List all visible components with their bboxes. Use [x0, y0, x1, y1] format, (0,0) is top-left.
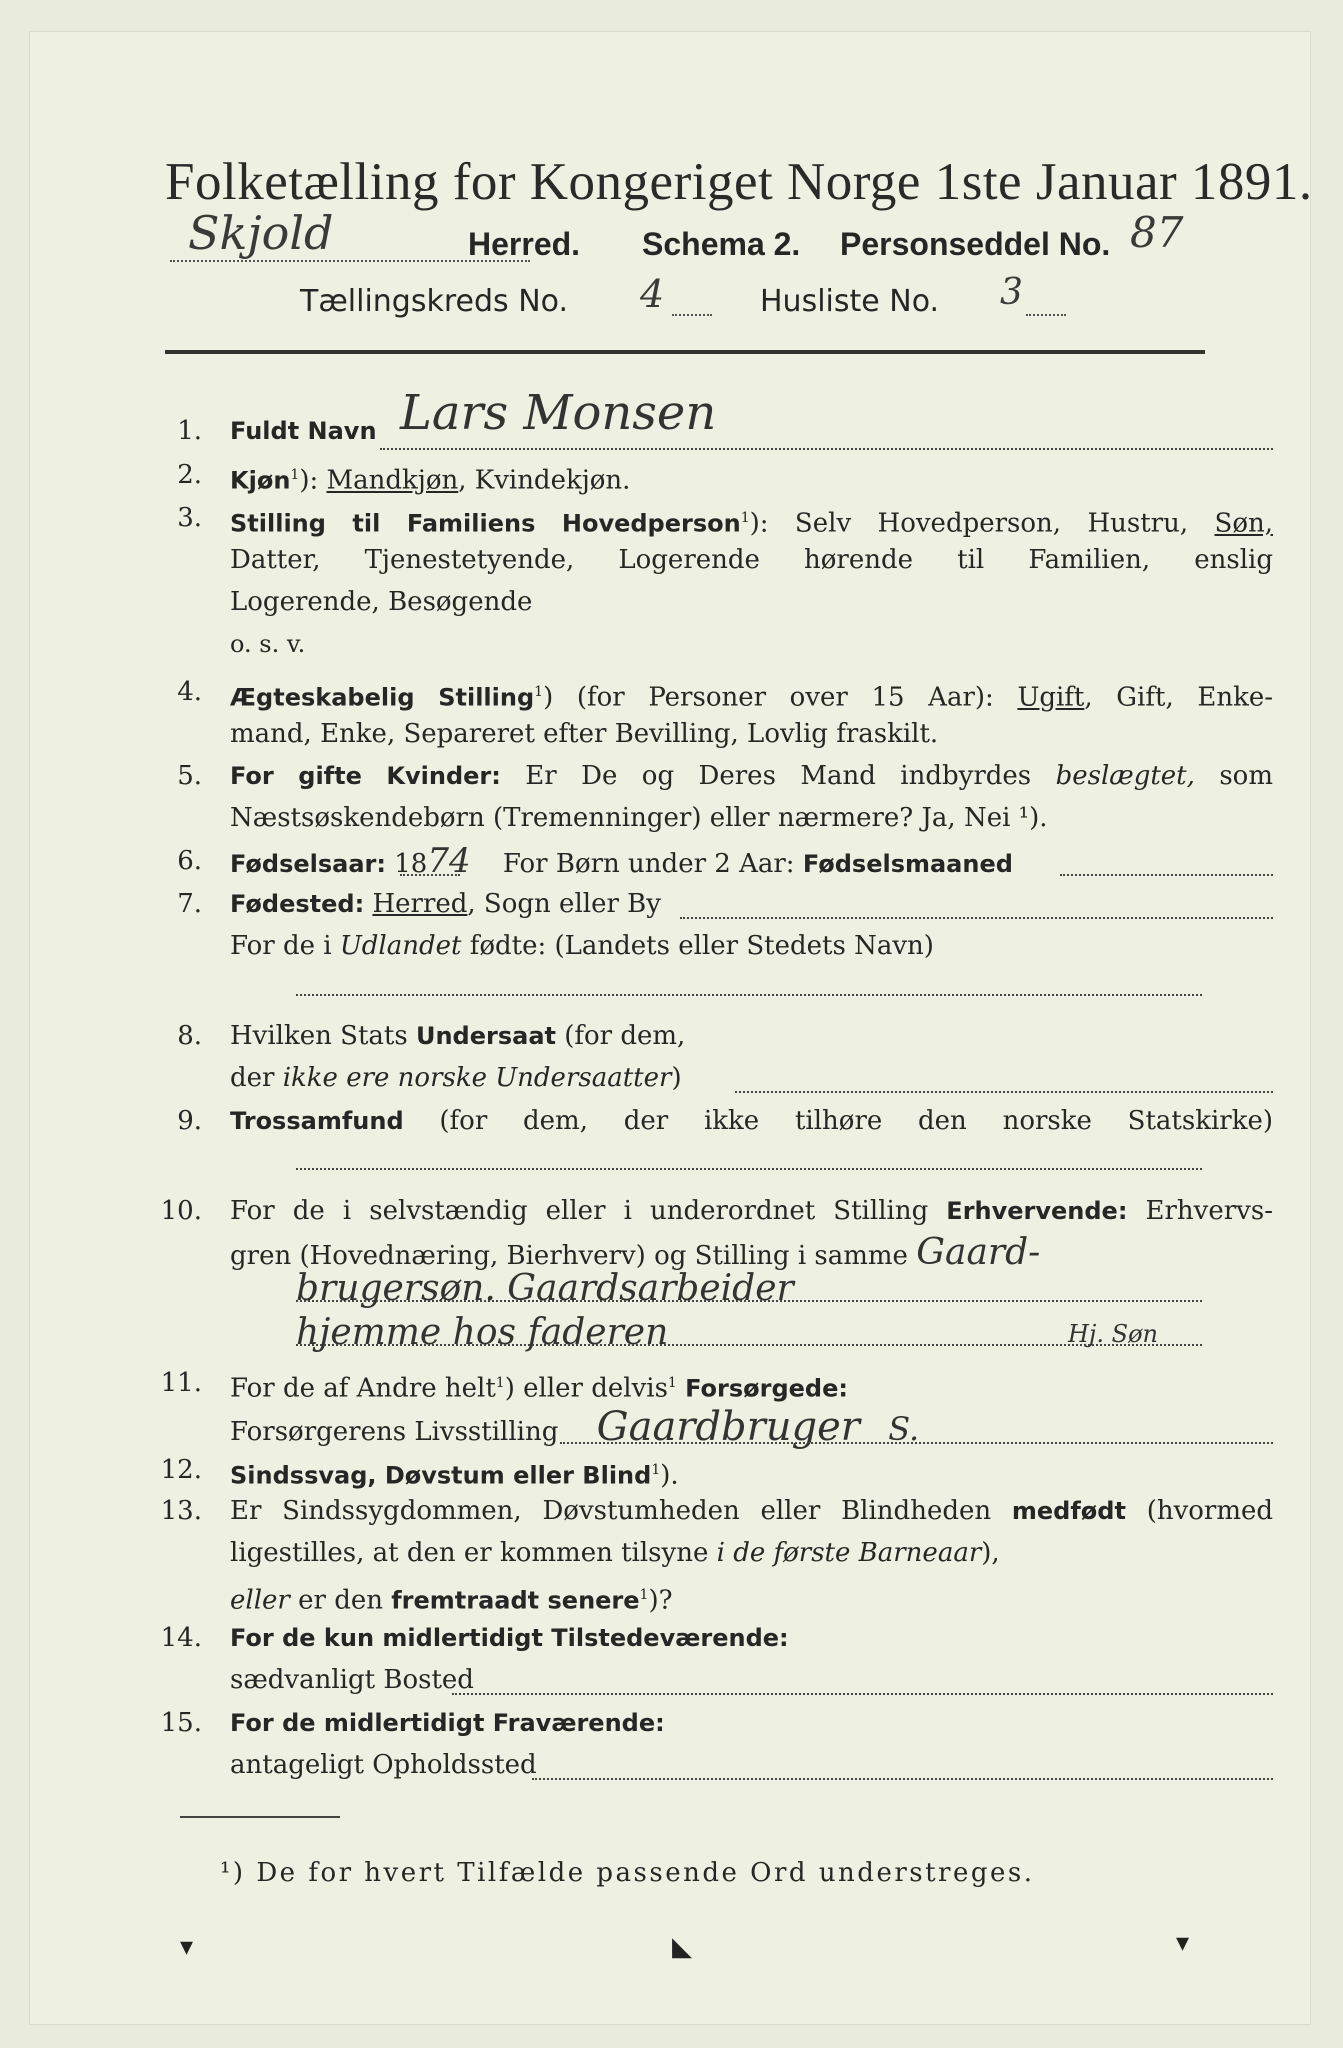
q15-number: 15.	[160, 1708, 202, 1738]
q7-line-1: , Sogn eller By	[467, 889, 661, 919]
q6-label-2: Fødselsmaaned	[802, 850, 1013, 878]
footnote-rule	[180, 1816, 340, 1818]
husliste-no: 3	[1000, 272, 1023, 313]
q6-fill-2	[1060, 874, 1273, 876]
footnote: ¹) De for hvert Tilfælde passende Ord understreges.	[220, 1858, 1035, 1888]
q5-line-1-italic: beslægtet,	[1055, 761, 1195, 791]
q8-line-2b: )	[671, 1063, 682, 1093]
q3-line-2: Datter, Tjenestetyende, Logerende hørende til Familien, enslig	[230, 545, 1273, 575]
q13-line-1b: (hvormed	[1146, 1496, 1274, 1526]
q2-tail: ):	[299, 465, 319, 496]
q11-line-2: Forsørgerens Livsstilling	[230, 1417, 559, 1447]
q1-number: 1.	[177, 416, 202, 446]
question-1	[160, 385, 1273, 460]
q1-fill-line	[380, 448, 1273, 450]
header-line-2	[300, 272, 1100, 328]
q1-value: Lars Monsen	[400, 385, 717, 441]
q11-value-b: S.	[888, 1410, 920, 1448]
q10-fill-1	[296, 1300, 1202, 1302]
q4-line-1b: , Gift, Enke-	[1084, 682, 1273, 713]
q11-number: 11.	[160, 1368, 202, 1398]
q10-line-1a: For de i selvstændig eller i underordnet Stilling	[230, 1196, 929, 1226]
q14-line-2: sædvanligt Bosted	[230, 1665, 474, 1695]
q9-line-1: (for dem, der ikke tilhøre den norske Statskirke)	[439, 1106, 1273, 1136]
q6-fill-1	[400, 874, 460, 876]
q13-label-2: fremtraadt senere	[391, 1586, 640, 1615]
q8-fill	[735, 1091, 1273, 1093]
q10-value-3b: Hj. Søn	[1068, 1320, 1158, 1348]
q10-number: 10.	[160, 1196, 202, 1226]
q6-value: 74	[427, 841, 471, 881]
husliste-fill	[1026, 314, 1066, 316]
q14-label: For de kun midlertidigt Tilstedeværende:	[230, 1624, 789, 1652]
q3-selected-option: Søn,	[1214, 508, 1273, 539]
q11-value: Gaardbruger	[596, 1404, 860, 1450]
herred-name: Skjold	[188, 206, 334, 260]
kreds-fill	[672, 314, 712, 316]
q5-label: For gifte Kvinder:	[230, 762, 501, 790]
q6-prefix: 18	[394, 849, 428, 879]
q3-line-3: Logerende, Besøgende	[230, 587, 533, 617]
q2-sup: 1	[290, 467, 300, 483]
q10-fill-2	[296, 1344, 1202, 1346]
q13-line-2-italic: i de første Barneaar	[716, 1538, 982, 1568]
q5-number: 5.	[177, 761, 202, 791]
q13-line-1a: Er Sindssygdommen, Døvstumheden eller Blindheden	[230, 1496, 992, 1526]
q9-number: 9.	[177, 1106, 202, 1136]
q6-label: Fødselsaar:	[230, 850, 386, 878]
binding-mark-center: ◣	[672, 1932, 692, 1962]
herred-label: Herred.	[468, 226, 581, 262]
q12-label: Sindssvag, Døvstum eller Blind	[230, 1461, 652, 1490]
husliste-label: Husliste No.	[760, 284, 940, 319]
q10-line-1b: Erhvervs-	[1145, 1196, 1273, 1226]
q12-number: 12.	[160, 1455, 202, 1485]
header-rule	[165, 350, 1205, 354]
q9-label: Trossamfund	[230, 1107, 404, 1135]
q2-number: 2.	[177, 460, 202, 490]
q11-line-1b: ) eller delvis	[504, 1373, 668, 1404]
header-line-1	[170, 206, 1210, 274]
q10-line-2: gren (Hovednæring, Bierhverv) og Stilling i samme	[230, 1241, 908, 1271]
q7-selected-option: Herred	[372, 889, 468, 919]
q10-value-1: Gaard-	[916, 1232, 1041, 1273]
q11-line-1a: For de af Andre helt	[230, 1373, 496, 1404]
q13-number: 13.	[160, 1496, 202, 1526]
q3-label: Stilling til Familiens Hovedperson	[230, 509, 741, 538]
q4-label: Ægteskabelig Stilling	[230, 683, 535, 712]
q7-label: Fødested:	[230, 890, 365, 918]
binding-mark-right: ▾	[1176, 1928, 1190, 1958]
q10-value-3: hjemme hos faderen	[296, 1312, 669, 1353]
q7-line-2-italic: Udlandet	[339, 931, 462, 961]
q8-line-2a: der	[230, 1063, 275, 1093]
q4-number: 4.	[177, 677, 202, 707]
kreds-label: Tællingskreds No.	[300, 284, 568, 319]
q11-fill	[560, 1442, 1273, 1444]
q7-fill-1	[680, 917, 1273, 919]
personseddel-label: Personseddel No.	[840, 226, 1111, 262]
q10-label: Erhvervende:	[946, 1197, 1128, 1225]
q15-fill	[532, 1778, 1273, 1780]
q15-line-2: antageligt Opholdssted	[230, 1750, 537, 1780]
q5-line-1-end: som	[1219, 761, 1273, 791]
q8-line-2-italic: ikke ere norske Undersaatter	[282, 1063, 672, 1093]
q5-line-1: Er De og Deres Mand indbyrdes	[525, 761, 1032, 791]
schema-label: Schema 2.	[642, 226, 801, 262]
q4-selected-option: Ugift	[1017, 682, 1085, 713]
binding-mark-left: ▾	[180, 1932, 194, 1962]
q6-mid: For Børn under 2 Aar:	[502, 849, 795, 879]
q13-label: medfødt	[1011, 1497, 1126, 1525]
personseddel-no: 87	[1130, 208, 1184, 257]
q7-line-2b: fødte: (Landets eller Stedets Navn)	[469, 931, 934, 961]
q8-line-1a: Hvilken Stats	[230, 1021, 408, 1051]
q13-line-3a: er den	[298, 1585, 383, 1616]
q3-number: 3.	[177, 503, 202, 533]
q4-line-2: mand, Enke, Separeret efter Bevilling, Lovlig fraskilt.	[230, 719, 939, 749]
q7-number: 7.	[177, 889, 202, 919]
q2-label: Kjøn	[230, 466, 291, 495]
q8-line-1b: (for dem,	[564, 1021, 686, 1051]
q14-number: 14.	[160, 1623, 202, 1653]
q14-fill	[452, 1693, 1273, 1695]
q4-line-1: ) (for Personer over 15 Aar):	[543, 682, 994, 713]
q9-fill	[296, 1168, 1202, 1170]
q2-option-2: , Kvindekjøn.	[458, 465, 631, 496]
q2-selected-option: Mandkjøn	[326, 465, 459, 496]
q15-label: For de midlertidigt Fraværende:	[230, 1709, 665, 1737]
kreds-no: 4	[640, 272, 665, 316]
q7-fill-2	[296, 994, 1202, 996]
q13-line-3-italic: eller	[230, 1585, 290, 1616]
q3-line-1: ): Selv Hovedperson, Hustru,	[749, 508, 1189, 539]
q13-line-2b: ),	[981, 1538, 1000, 1568]
q7-line-2a: For de i	[230, 931, 332, 961]
q11-label: Forsørgede:	[685, 1374, 848, 1403]
q8-number: 8.	[177, 1021, 202, 1051]
q10-value-2: brugersøn. Gaardsarbeider	[296, 1268, 794, 1309]
q6-number: 6.	[177, 846, 202, 876]
q5-line-2: Næstsøskendebørn (Tremenninger) eller nærmere? Ja, Nei ¹).	[230, 803, 1048, 833]
q1-label: Fuldt Navn	[230, 417, 377, 445]
q3-line-4: o. s. v.	[230, 630, 306, 658]
form-title: Folketælling for Kongeriget Norge 1ste Januar 1891.	[165, 153, 1313, 211]
q8-label: Undersaat	[415, 1022, 556, 1050]
q12-tail: ).	[660, 1460, 679, 1491]
q13-line-2a: ligestilles, at den er kommen tilsyne	[230, 1538, 709, 1568]
q13-line-3b: )?	[648, 1585, 673, 1616]
